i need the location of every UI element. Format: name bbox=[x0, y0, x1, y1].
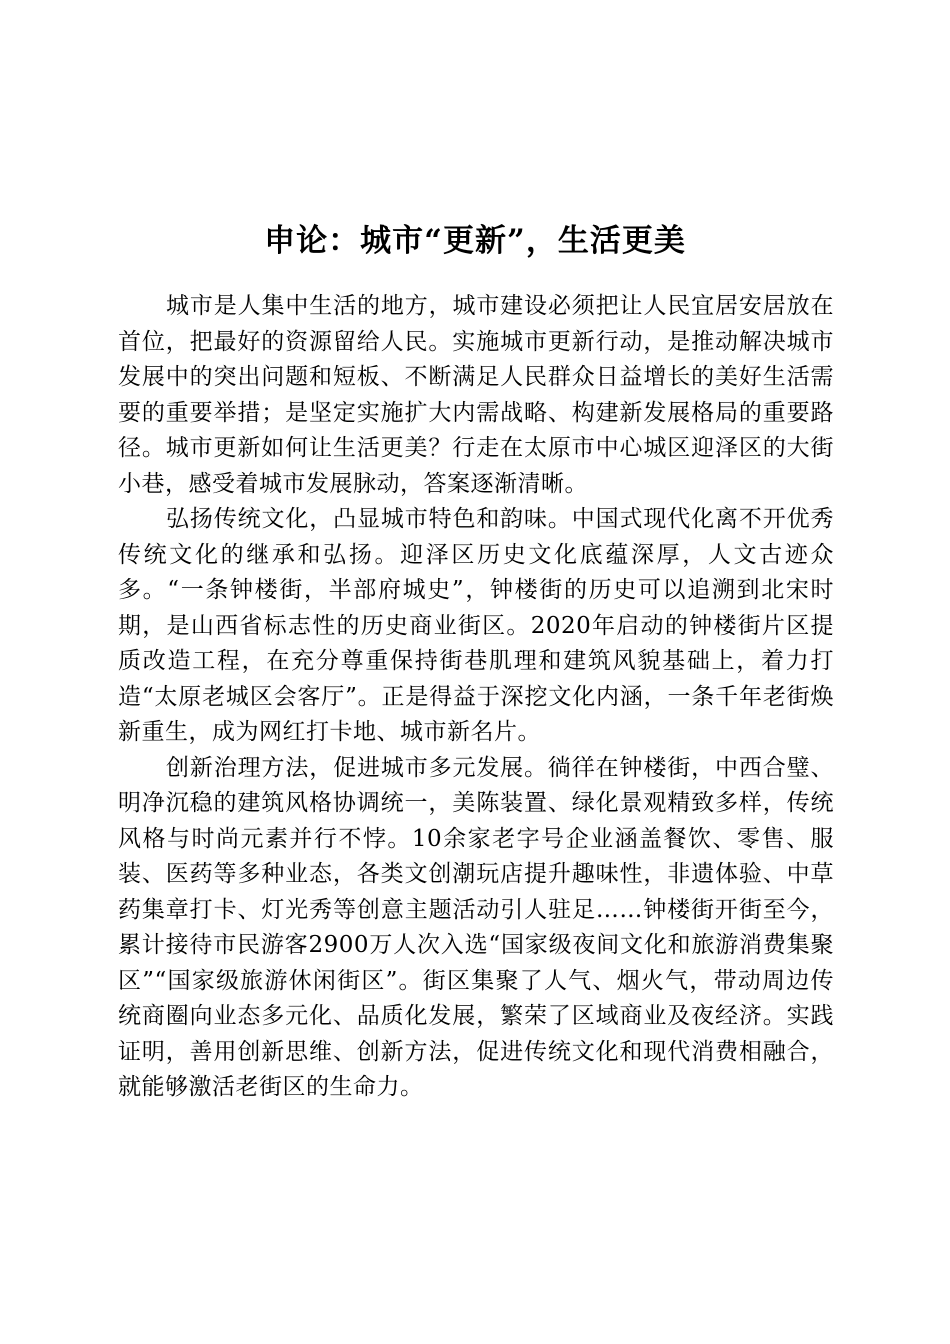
paragraph-governance: 创新治理方法，促进城市多元发展。徜徉在钟楼街，中西合璧、明净沉稳的建筑风格协调统一，美陈装置、绿化景观精致多样，传统风格与时尚元素并行不悖。10余家老字号企业涵盖餐饮、零售、服装、医药等多种业态，各类文创潮玩店提升趣味性，非遗体验、中草药集章打卡、灯光秀等创意主题活动引人驻足……钟楼街开街至今，累计接待市民游客2900万人次入选“国家级夜间文化和旅游消费集聚区”“国家级旅游休闲街区”。街区集聚了人气、烟火气，带动周边传统商圈向业态多元化、品质化发展，繁荣了区域商业及夜经济。实践证明，善用创新思维、创新方法，促进传统文化和现代消费相融合，就能够激活老街区的生命力。 bbox=[118, 754, 834, 1100]
paragraph-intro: 城市是人集中生活的地方，城市建设必须把让人民宜居安居放在首位，把最好的资源留给人民。实施城市更新行动，是推动解决城市发展中的突出问题和短板、不断满足人民群众日益增长的美好生活需要的重要举措；是坚定实施扩大内需战略、构建新发展格局的重要路径。城市更新如何让生活更美？行走在太原市中心城区迎泽区的大街小巷，感受着城市发展脉动，答案逐渐清晰。 bbox=[118, 293, 834, 497]
paragraph-culture: 弘扬传统文化，凸显城市特色和韵味。中国式现代化离不开优秀传统文化的继承和弘扬。迎泽区历史文化底蕴深厚，人文古迹众多。“一条钟楼街，半部府城史”，钟楼街的历史可以追溯到北宋时期，是山西省标志性的历史商业街区。2020年启动的钟楼街片区提质改造工程，在充分尊重保持街巷肌理和建筑风貌基础上，着力打造“太原老城区会客厅”。正是得益于深挖文化内涵，一条千年老街焕新重生，成为网红打卡地、城市新名片。 bbox=[118, 506, 834, 745]
document-body bbox=[118, 289, 834, 1106]
document-title: 申论：城市“更新”，生活更美 bbox=[264, 222, 686, 259]
